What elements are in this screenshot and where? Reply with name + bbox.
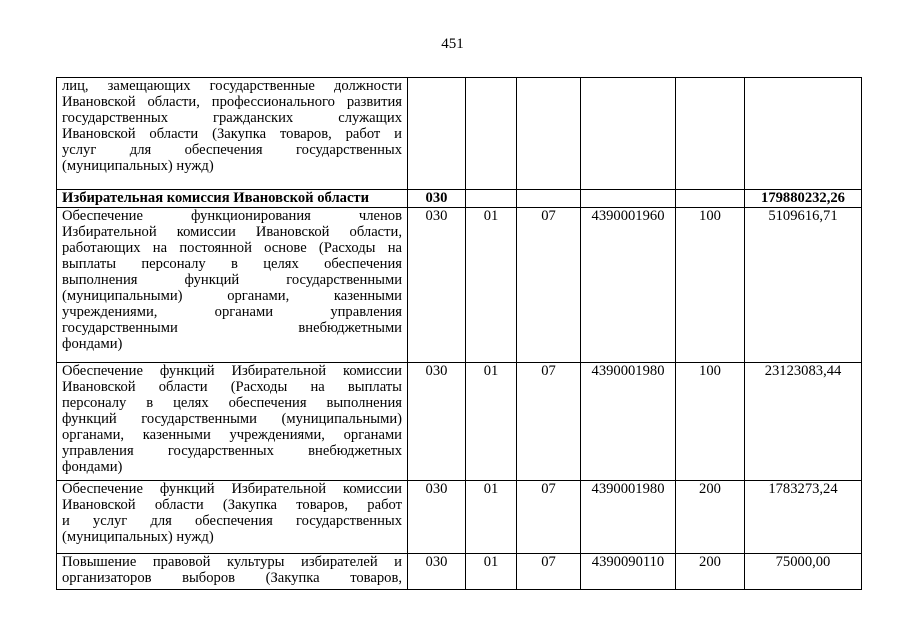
description-line: услуг для обеспечения государственных	[62, 142, 402, 158]
description-line: органами, казенными учреждениями, органами	[62, 427, 402, 443]
description-line: государственными внебюджетными	[62, 320, 402, 336]
description-line: Ивановской области (Закупка товаров, работ	[62, 497, 402, 513]
amount: 23123083,44	[745, 363, 862, 481]
section-code	[466, 190, 517, 208]
expense-description	[57, 554, 408, 590]
amount: 75000,00	[745, 554, 862, 590]
expense-type-code	[676, 190, 745, 208]
ministry-code	[408, 78, 466, 190]
description-line: выплаты персоналу в целях обеспечения	[62, 256, 402, 272]
subsection-code: 07	[517, 481, 581, 554]
target-item-code	[581, 190, 676, 208]
section-code	[466, 78, 517, 190]
target-item-code: 4390001980	[581, 363, 676, 481]
description-line: лиц, замещающих государственные должности	[62, 78, 402, 94]
expense-description	[57, 208, 408, 363]
ministry-code: 030	[408, 554, 466, 590]
subsection-code	[517, 78, 581, 190]
description-line: выполнения функций государственными	[62, 272, 402, 288]
subsection-code: 07	[517, 363, 581, 481]
subsection-code: 07	[517, 208, 581, 363]
description-line: и услуг для обеспечения государственных	[62, 513, 402, 529]
description-line: (муниципальных) нужд)	[62, 529, 214, 545]
amount: 1783273,24	[745, 481, 862, 554]
description-line: Обеспечение функций Избирательной комиссии	[62, 363, 402, 379]
expense-description	[57, 481, 408, 554]
subsection-code: 07	[517, 554, 581, 590]
description-line: Ивановской области, профессионального развития	[62, 94, 402, 110]
section-code: 01	[466, 554, 517, 590]
description-line: управления государственных внебюджетных	[62, 443, 402, 459]
description-line: (муниципальных) нужд)	[62, 158, 214, 174]
description-line: Ивановской области (Расходы на выплаты	[62, 379, 402, 395]
table-row	[57, 481, 862, 554]
expense-type-code	[676, 78, 745, 190]
expense-type-code: 100	[676, 363, 745, 481]
page-number: 451	[441, 36, 464, 52]
description-line: работающих на постоянной основе (Расходы на	[62, 240, 402, 256]
table-row	[57, 190, 862, 208]
description-line: учреждениями, органами управления	[62, 304, 402, 320]
table-row	[57, 78, 862, 190]
ministry-code: 030	[408, 481, 466, 554]
target-item-code	[581, 78, 676, 190]
description-line: функций государственными (муниципальными)	[62, 411, 402, 427]
description-line: Обеспечение функций Избирательной комиссии	[62, 481, 402, 497]
subsection-code	[517, 190, 581, 208]
table-row	[57, 363, 862, 481]
table-row	[57, 208, 862, 363]
description-line: Обеспечение функционирования членов	[62, 208, 402, 224]
budget-table	[56, 77, 862, 590]
description-line: (муниципальными) органами, казенными	[62, 288, 402, 304]
ministry-code: 030	[408, 208, 466, 363]
description-line: Избирательная комиссия Ивановской области	[62, 190, 369, 206]
section-code: 01	[466, 208, 517, 363]
description-line: персоналу в целях обеспечения выполнения	[62, 395, 402, 411]
expense-description	[57, 78, 408, 190]
section-code: 01	[466, 481, 517, 554]
description-line: фондами)	[62, 459, 123, 475]
table-row	[57, 554, 862, 590]
section-code: 01	[466, 363, 517, 481]
description-line: Ивановской области (Закупка товаров, работ и	[62, 126, 402, 142]
ministry-code: 030	[408, 363, 466, 481]
target-item-code: 4390001980	[581, 481, 676, 554]
amount	[745, 78, 862, 190]
ministry-code: 030	[408, 190, 466, 208]
description-line: государственных гражданских служащих	[62, 110, 402, 126]
target-item-code: 4390090110	[581, 554, 676, 590]
expense-type-code: 100	[676, 208, 745, 363]
expense-description	[57, 190, 408, 208]
description-line: организаторов выборов (Закупка товаров,	[62, 570, 402, 586]
expense-type-code: 200	[676, 554, 745, 590]
expense-type-code: 200	[676, 481, 745, 554]
amount: 179880232,26	[745, 190, 862, 208]
target-item-code: 4390001960	[581, 208, 676, 363]
expense-description	[57, 363, 408, 481]
amount: 5109616,71	[745, 208, 862, 363]
description-line: фондами)	[62, 336, 123, 352]
description-line: Повышение правовой культуры избирателей и	[62, 554, 402, 570]
description-line: Избирательной комиссии Ивановской области,	[62, 224, 402, 240]
